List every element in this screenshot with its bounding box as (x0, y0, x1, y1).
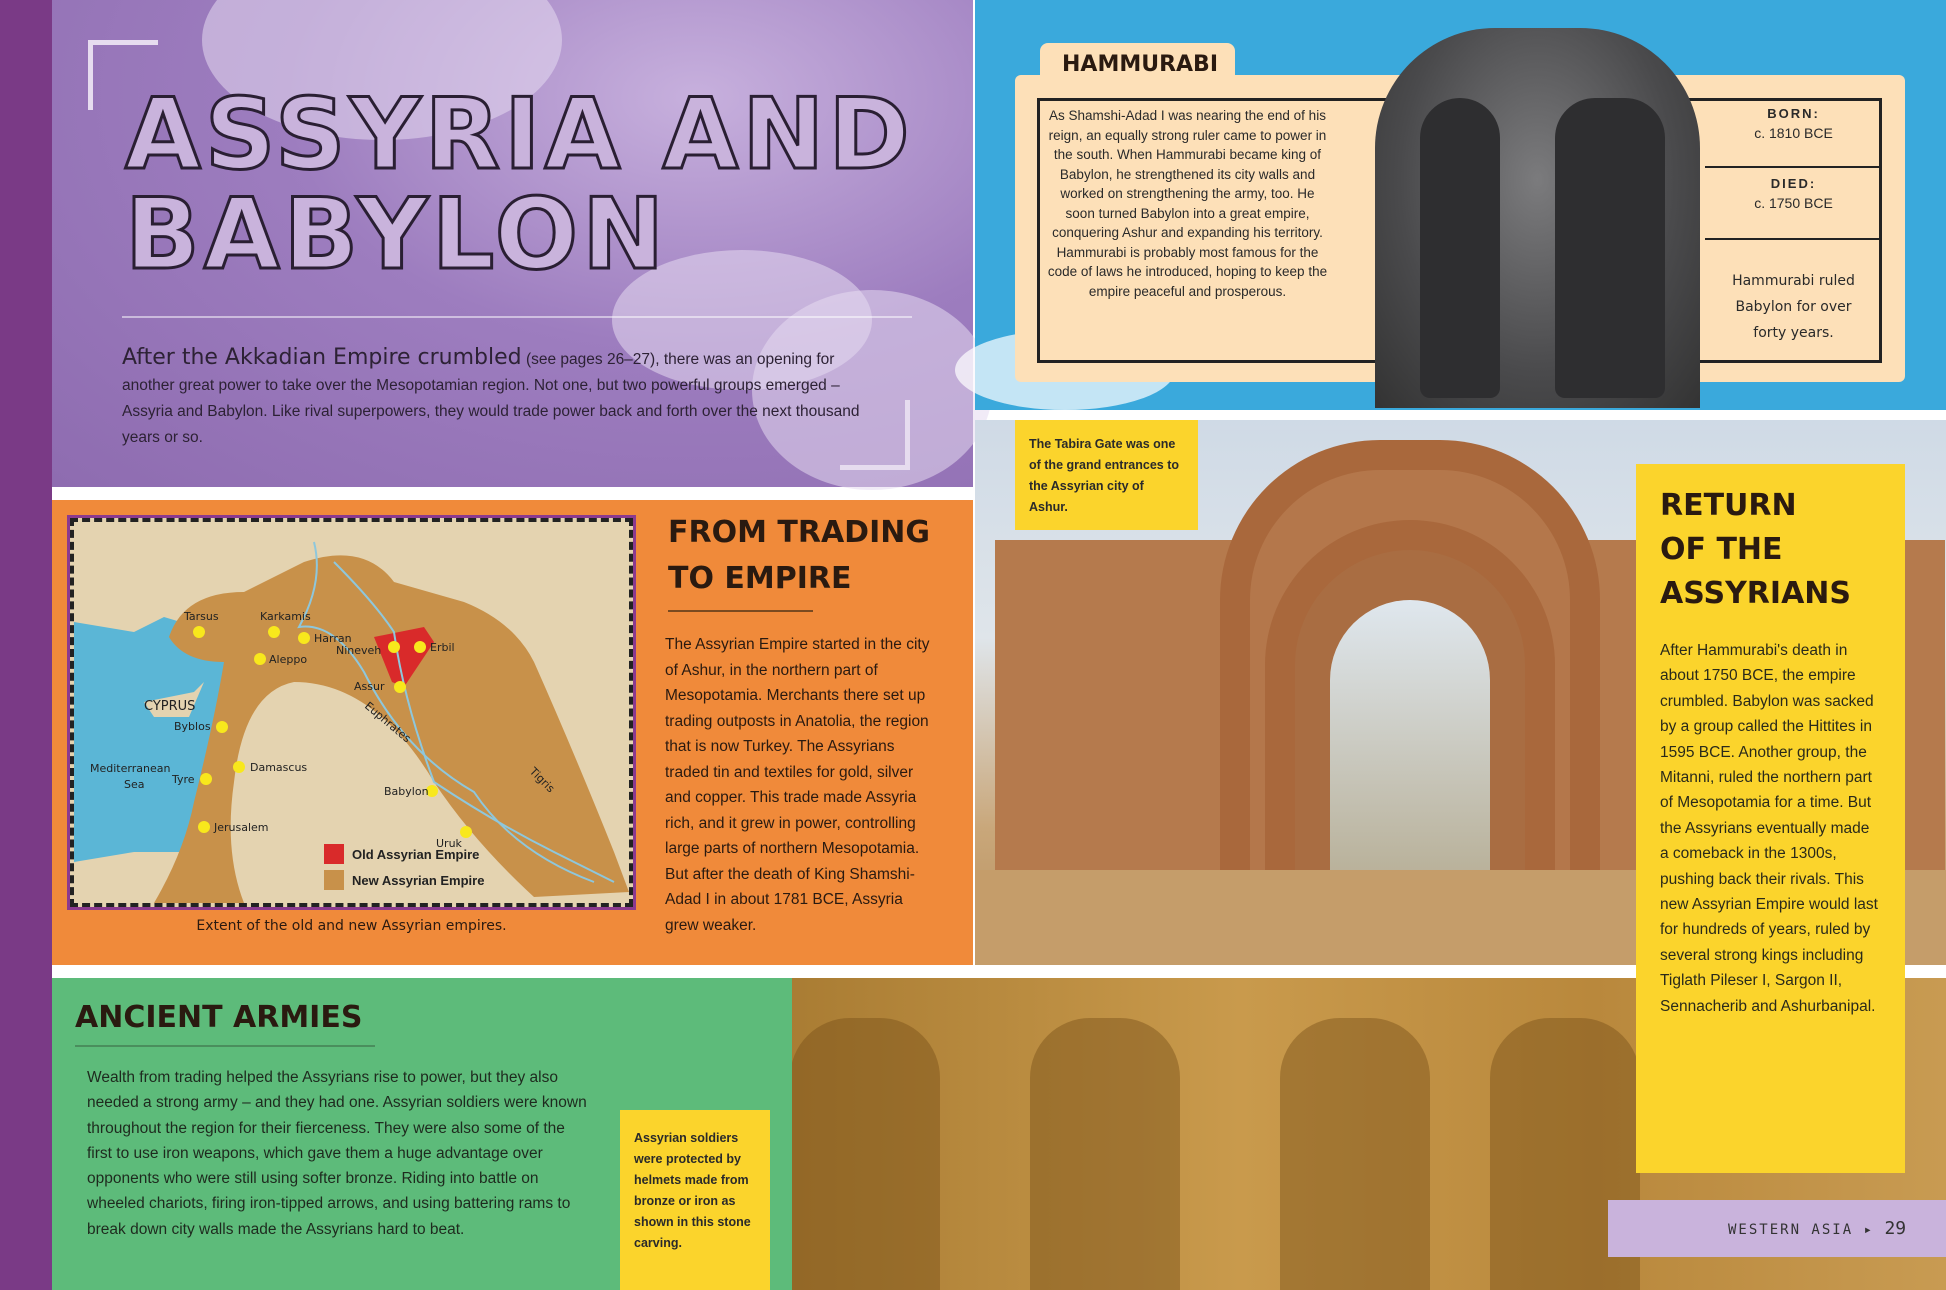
city-marker (200, 773, 212, 785)
sea-label: Mediterranean (90, 762, 171, 775)
map-svg (74, 522, 629, 903)
died-label: DIED: (1770, 176, 1817, 191)
heading-line: OF THE (1660, 532, 1783, 567)
city-label: Nineveh (336, 644, 382, 657)
divider (75, 1045, 375, 1047)
hammurabi-stela-image (1375, 28, 1700, 408)
city-label: Tyre (172, 773, 195, 786)
legend-old: Old Assyrian Empire (352, 847, 480, 862)
armies-heading: ANCIENT ARMIES (75, 1000, 363, 1035)
trading-body: The Assyrian Empire started in the city of Ashur, in the northern part of Mesopotamia. Merchants there set up trading outposts in Anatolia, the region that is now Turkey. The Assyrians traded tin and textiles for gold, silver and copper. This trade made Assyria rich, and it grew in power, controlling large parts of northern Mesopotamia. But after the death of King Shamshi-Adad I in about 1781 BCE, Assyria grew weaker. (665, 636, 930, 934)
hammurabi-body: As Shamshi-Adad I was nearing the end of his reign, an equally strong ruler came to power in the south. When Hammurabi became king of Babylon, he strengthened its city walls and worked on strengthening the army, too. He soon turned Babylon into a great empire, conquering Ashur and expanding his territory. Hammurabi is probably most famous for the code of laws he introduced, hoping to keep the empire peaceful and prosperous. (1047, 108, 1328, 299)
river-label: Tigris (526, 764, 558, 796)
hammurabi-facts (1705, 98, 1882, 363)
city-label: Assur (354, 680, 385, 693)
city-label: Damascus (250, 761, 308, 774)
legend-swatch-old (324, 844, 344, 864)
city-marker (298, 632, 310, 644)
cyprus-label: CYPRUS (144, 699, 196, 714)
city-marker (254, 653, 266, 665)
died-fact (1705, 168, 1882, 240)
divider (122, 316, 912, 318)
stela-figure (1420, 98, 1500, 398)
stela-figure (1555, 98, 1665, 398)
page-title (125, 78, 914, 292)
title-line: BABYLON (125, 178, 669, 292)
soldier-carving (1280, 1018, 1430, 1290)
city-label: Jerusalem (214, 821, 269, 834)
city-marker (193, 626, 205, 638)
city-label: Harran (314, 632, 352, 645)
return-panel (1636, 464, 1905, 1173)
armies-body: Wealth from trading helped the Assyrians rise to power, but they also needed a strong army – and they had one. Assyrian soldiers were known throughout the region for their fierceness. They were also some of the first to use iron weapons, which gave them a huge advantage over opponents who were still using softer bronze. Riding into battle on wheeled chariots, firing iron-tipped arrows, and using battering rams to break down city walls made the Assyrians hard to beat. (87, 1069, 587, 1238)
page-number: 29 (1884, 1218, 1907, 1239)
sea-label: Sea (124, 778, 145, 791)
return-body: After Hammurabi's death in about 1750 BCE, the empire crumbled. Babylon was sacked by a group called the Hittites in 1595 BCE. Another group, the Mitanni, ruled the northern part of Mesopotamia for a time. But the Assyrians eventually made a comeback in the 1300s, pushing back their rivals. This new Assyrian Empire would last for hundreds of years, ruled by several strong kings including Tiglath Pileser I, Sargon II, Sennacherib and Ashurbanipal. (1660, 642, 1878, 1015)
city-marker (388, 641, 400, 653)
city-marker (414, 641, 426, 653)
soldier-caption: Assyrian soldiers were protected by helmets made from bronze or iron as shown in this stone carving. (620, 1110, 770, 1290)
soldier-carving (790, 1018, 940, 1290)
footer-section: WESTERN ASIA ▸ (1728, 1222, 1875, 1238)
city-label: Byblos (174, 720, 211, 733)
title-line: ASSYRIA AND (125, 78, 914, 192)
city-marker (233, 761, 245, 773)
reign-fact: Hammurabi ruled Babylon for over forty years. (1732, 273, 1855, 341)
city-label: Babylon (384, 785, 429, 798)
died-value: c. 1750 BCE (1754, 195, 1833, 211)
born-label: BORN: (1767, 106, 1820, 121)
city-marker (268, 626, 280, 638)
city-label: Uruk (436, 837, 462, 850)
city-label: Tarsus (184, 610, 219, 623)
empire-map (70, 518, 633, 907)
city-label: Erbil (430, 641, 455, 654)
heading-line: TO EMPIRE (668, 561, 852, 596)
river-label: Euphrates (362, 699, 414, 746)
divider (668, 610, 813, 612)
born-value: c. 1810 BCE (1754, 125, 1833, 141)
intro-paragraph (122, 345, 862, 451)
legend-new: New Assyrian Empire (352, 873, 485, 888)
city-marker (216, 721, 228, 733)
city-label: Aleppo (269, 653, 308, 666)
heading-line: ASSYRIANS (1660, 576, 1852, 611)
intro-lead: After the Akkadian Empire crumbled (122, 345, 522, 370)
city-marker (198, 821, 210, 833)
legend-swatch-new (324, 870, 344, 890)
page-edge-strip (0, 0, 52, 1290)
intro-text: (see pages 26–27), there was an opening for another great power to take over the Mesopotamian region. Not one, but two powerful groups emerged – Assyria and Babylon. Like rival superpowers, they would trade power back and forth over the next thousand years or so. (122, 351, 860, 446)
heading-line: FROM TRADING (668, 515, 930, 550)
return-heading (1660, 484, 1881, 616)
city-marker (394, 681, 406, 693)
page-footer (1608, 1200, 1946, 1257)
tabira-caption: The Tabira Gate was one of the grand entrances to the Assyrian city of Ashur. (1015, 420, 1198, 530)
soldier-carving (1030, 1018, 1180, 1290)
arch-opening (1330, 600, 1490, 880)
heading-line: RETURN (1660, 488, 1797, 523)
map-caption: Extent of the old and new Assyrian empires. (196, 918, 507, 934)
hammurabi-tab: HAMMURABI (1040, 43, 1235, 87)
born-fact (1705, 98, 1882, 168)
city-label: Karkamis (260, 610, 311, 623)
trading-heading (668, 510, 930, 602)
